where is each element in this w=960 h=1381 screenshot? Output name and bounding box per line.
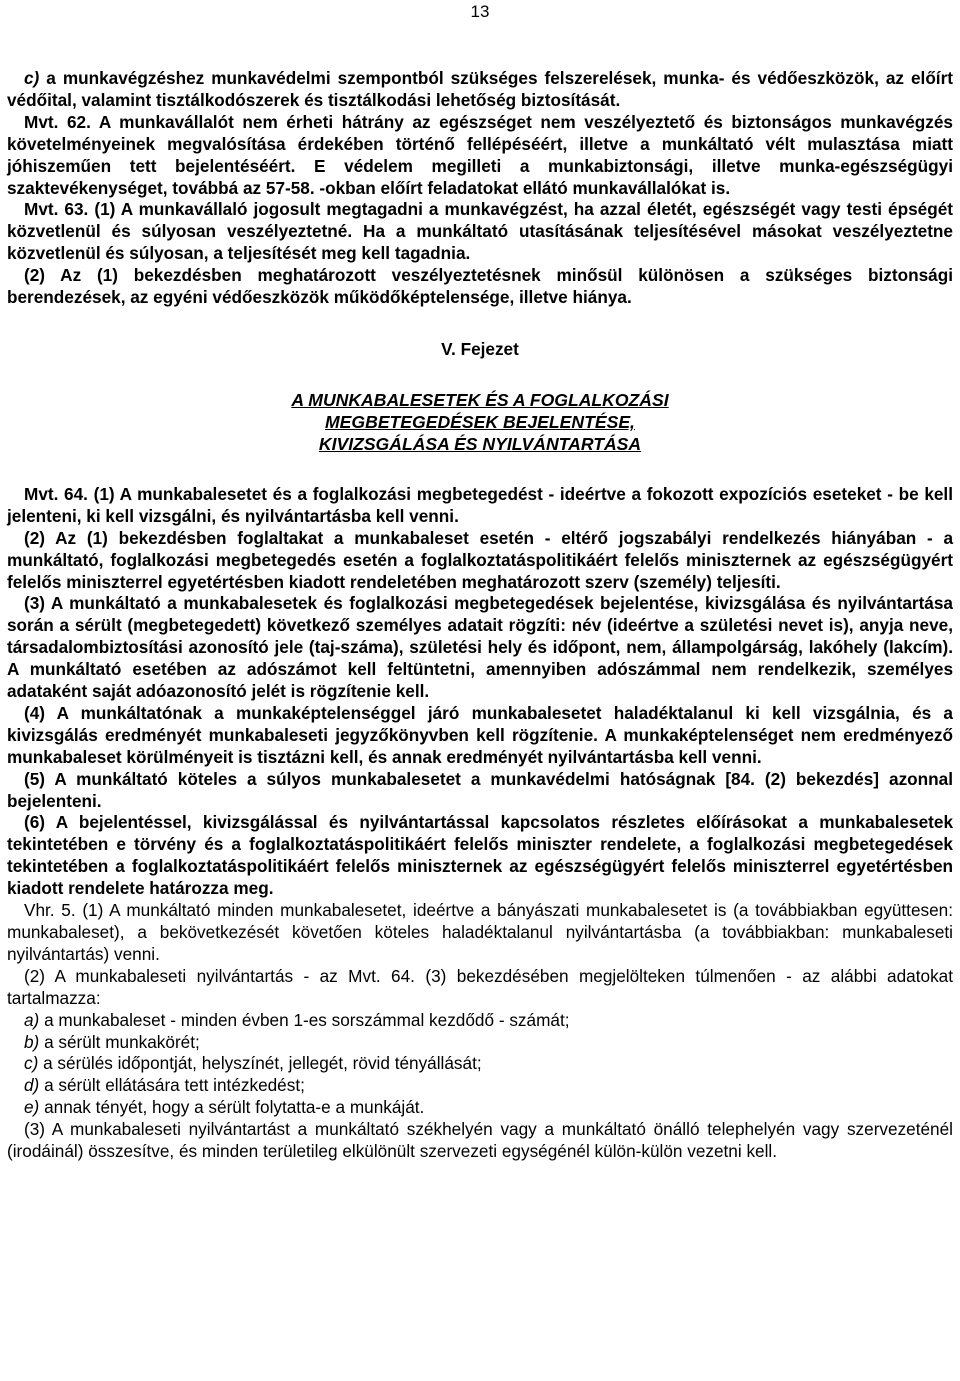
paragraph-64-2: (2) Az (1) bekezdésben foglaltakat a munkabaleset esetén - eltérő jogszabályi rendelkezés hiányában - a munkáltató, foglalkozási megbetegedés esetén a foglalkoztatáspolitikáért felelős miniszternek az egészségügyért felelős miniszterrel egyetértésben kiadott rendeletében meghatározott szerv (személy) teljesíti. [7,527,953,592]
list-marker: c) [24,68,40,88]
section-mvt-62 [7,112,953,200]
section-mvt-63 [7,199,953,265]
section-heading: Vhr. 5. [24,900,83,921]
paragraph-63-2: (2) Az (1) bekezdésben meghatározott veszélyeztetésnek minősül különösen a szükséges biztonsági berendezések, az egyéni védőeszközök működőképtelensége, illetve hiánya. [7,265,953,308]
list-item-text: a munkabaleset - minden évben 1-es sorszámmal kezdődő - számát; [39,1009,570,1030]
list-item [7,1075,953,1097]
paragraph-64-6: (6) A bejelentéssel, kivizsgálással és nyilvántartással kapcsolatos részletes előírásokat a munkabalesetek tekintetében e törvény és a foglalkoztatáspolitikáért felelős miniszter rendelete, a foglalkozási megbetegedések tekintetében a foglalkoztatáspolitikáért felelős miniszternek az egészségügyért felelős miniszterrel egyetértésben kiadott rendelete határozza meg. [7,812,953,899]
list-item-text: a sérülés időpontját, helyszínét, jellegét, rövid tényállását; [38,1053,482,1074]
list-marker: a) [24,1009,40,1030]
paragraph-62-c [7,68,953,112]
list-item [7,1032,953,1054]
list-item [7,1097,953,1119]
paragraph-vhr-5-3: (3) A munkabaleseti nyilvántartást a munkáltató székhelyén vagy a munkáltató önálló telephelyén vagy szervezeténél (irodáinál) összesítve, és minden területileg elkülönült szervezeti egységénél külön-külön vezetni kell. [7,1119,953,1162]
list-item-text: annak tényét, hogy a sérült folytatta-e a munkáját. [39,1097,425,1118]
chapter-title-line-3: KIVIZSGÁLÁSA ÉS NYILVÁNTARTÁSA [318,433,642,454]
list-marker: b) [24,1031,40,1052]
paragraph-64-3: (3) A munkáltató a munkabalesetek és foglalkozási megbetegedések bejelentése, kivizsgálása és nyilvántartása során a sérült (megbetegedett) következő személyes adatait rögzíti: név (ideértve a születési nevet is), anyja neve, társadalombiztosítási azonosító jele (taj-száma), születési hely és időpont, nem, állampolgárság, lakóhely (lakcím). A munkáltató esetében az adószámot kell feltüntetni, amennyiben adószámmal nem rendelkezik, személyes adataként saját adóazonosító jelét is rögzítenie kell. [7,593,953,702]
section-heading: Mvt. 62. [24,111,99,132]
paragraph-64-5: (5) A munkáltató köteles a súlyos munkabalesetet a munkavédelmi hatóságnak [84. (2) bekezdés] azonnal bejelenteni. [7,768,953,811]
list-item-text: a sérült munkakörét; [39,1031,200,1052]
chapter-title-line-2: MEGBETEGEDÉSEK BEJELENTÉSE, [325,411,635,432]
paragraph-text: (1) A munkáltató minden munkabalesetet, ideértve a bányászati munkabalesetet is (a továbbiakban együttesen: munkabaleset), a bekövetkezését követően köteles haladéktalanul nyilvántartásba (a továbbiakban: munkabaleseti nyilvántartás) venni. [7,900,953,964]
list-marker: e) [24,1097,40,1118]
chapter-number: V. Fejezet [441,338,519,359]
list-item-text: a sérült ellátására tett intézkedést; [39,1075,305,1096]
paragraph-text: A munkavállalót nem érheti hátrány az egészséget nem veszélyeztető és biztonságos munkavégzés követelményeinek megvalósítása érdekében történő fellépéséért, illetve a munkáltató vélt mulasztása miatt jóhiszeműen tett bejelentéséért. E védelem megilleti a munkabiztonsági, illetve munka-egészségügyi szaktevékenységet, továbbá az 57-58. -okban előírt feladatokat ellátó munkavállalókat is. [7,111,953,198]
paragraph-vhr-5-2: (2) A munkabaleseti nyilvántartás - az Mvt. 64. (3) bekezdésében megjelölteken túlmenően - az alábbi adatokat tartalmazza: [7,965,953,1008]
list-marker: d) [24,1075,40,1096]
section-heading: Mvt. 63. [24,199,95,220]
paragraph-text: (1) A munkabalesetet és a foglalkozási megbetegedést - ideértve a fokozott expozíciós eseteket - be kell jelenteni, ki kell vizsgálni, és nyilvántartásba kell venni. [7,483,953,526]
chapter-title-line-1: A MUNKABALESETEK ÉS A FOGLALKOZÁSI [291,389,669,410]
paragraph-64-4: (4) A munkáltatónak a munkaképtelenséggel járó munkabalesetet haladéktalanul ki kell vizsgálnia, és a kivizsgálás eredményét munkabaleseti jegyzőkönyvben kell rögzítenie. A munkaképtelenséget nem eredményező munkabaleset körülményeit is tisztázni kell, és annak eredményét nyilvántartásba kell venni. [7,702,953,767]
document-body [7,68,953,1163]
section-mvt-64 [7,484,953,528]
list-item [7,1053,953,1075]
section-vhr-5 [7,900,953,966]
list-marker: c) [24,1053,39,1074]
section-heading: Mvt. 64. [24,483,94,504]
page-number: 13 [470,2,490,21]
list-item [7,1010,953,1032]
paragraph-text: (1) A munkavállaló jogosult megtagadni a munkavégzést, ha azzal életét, egészségét vagy testi épségét közvetlenül és súlyosan veszélyeztetné. Ha a munkáltató utasításának teljesítésével másokat veszélyeztetne közvetlenül és súlyosan, a teljesítését meg kell tagadnia. [7,199,953,264]
paragraph-text: a munkavégzéshez munkavédelmi szempontból szükséges felszerelések, munka- és védőeszközök, az előírt védőital, valamint tisztálkodószerek és tisztálkodási lehetőség biztosítását. [7,68,953,110]
